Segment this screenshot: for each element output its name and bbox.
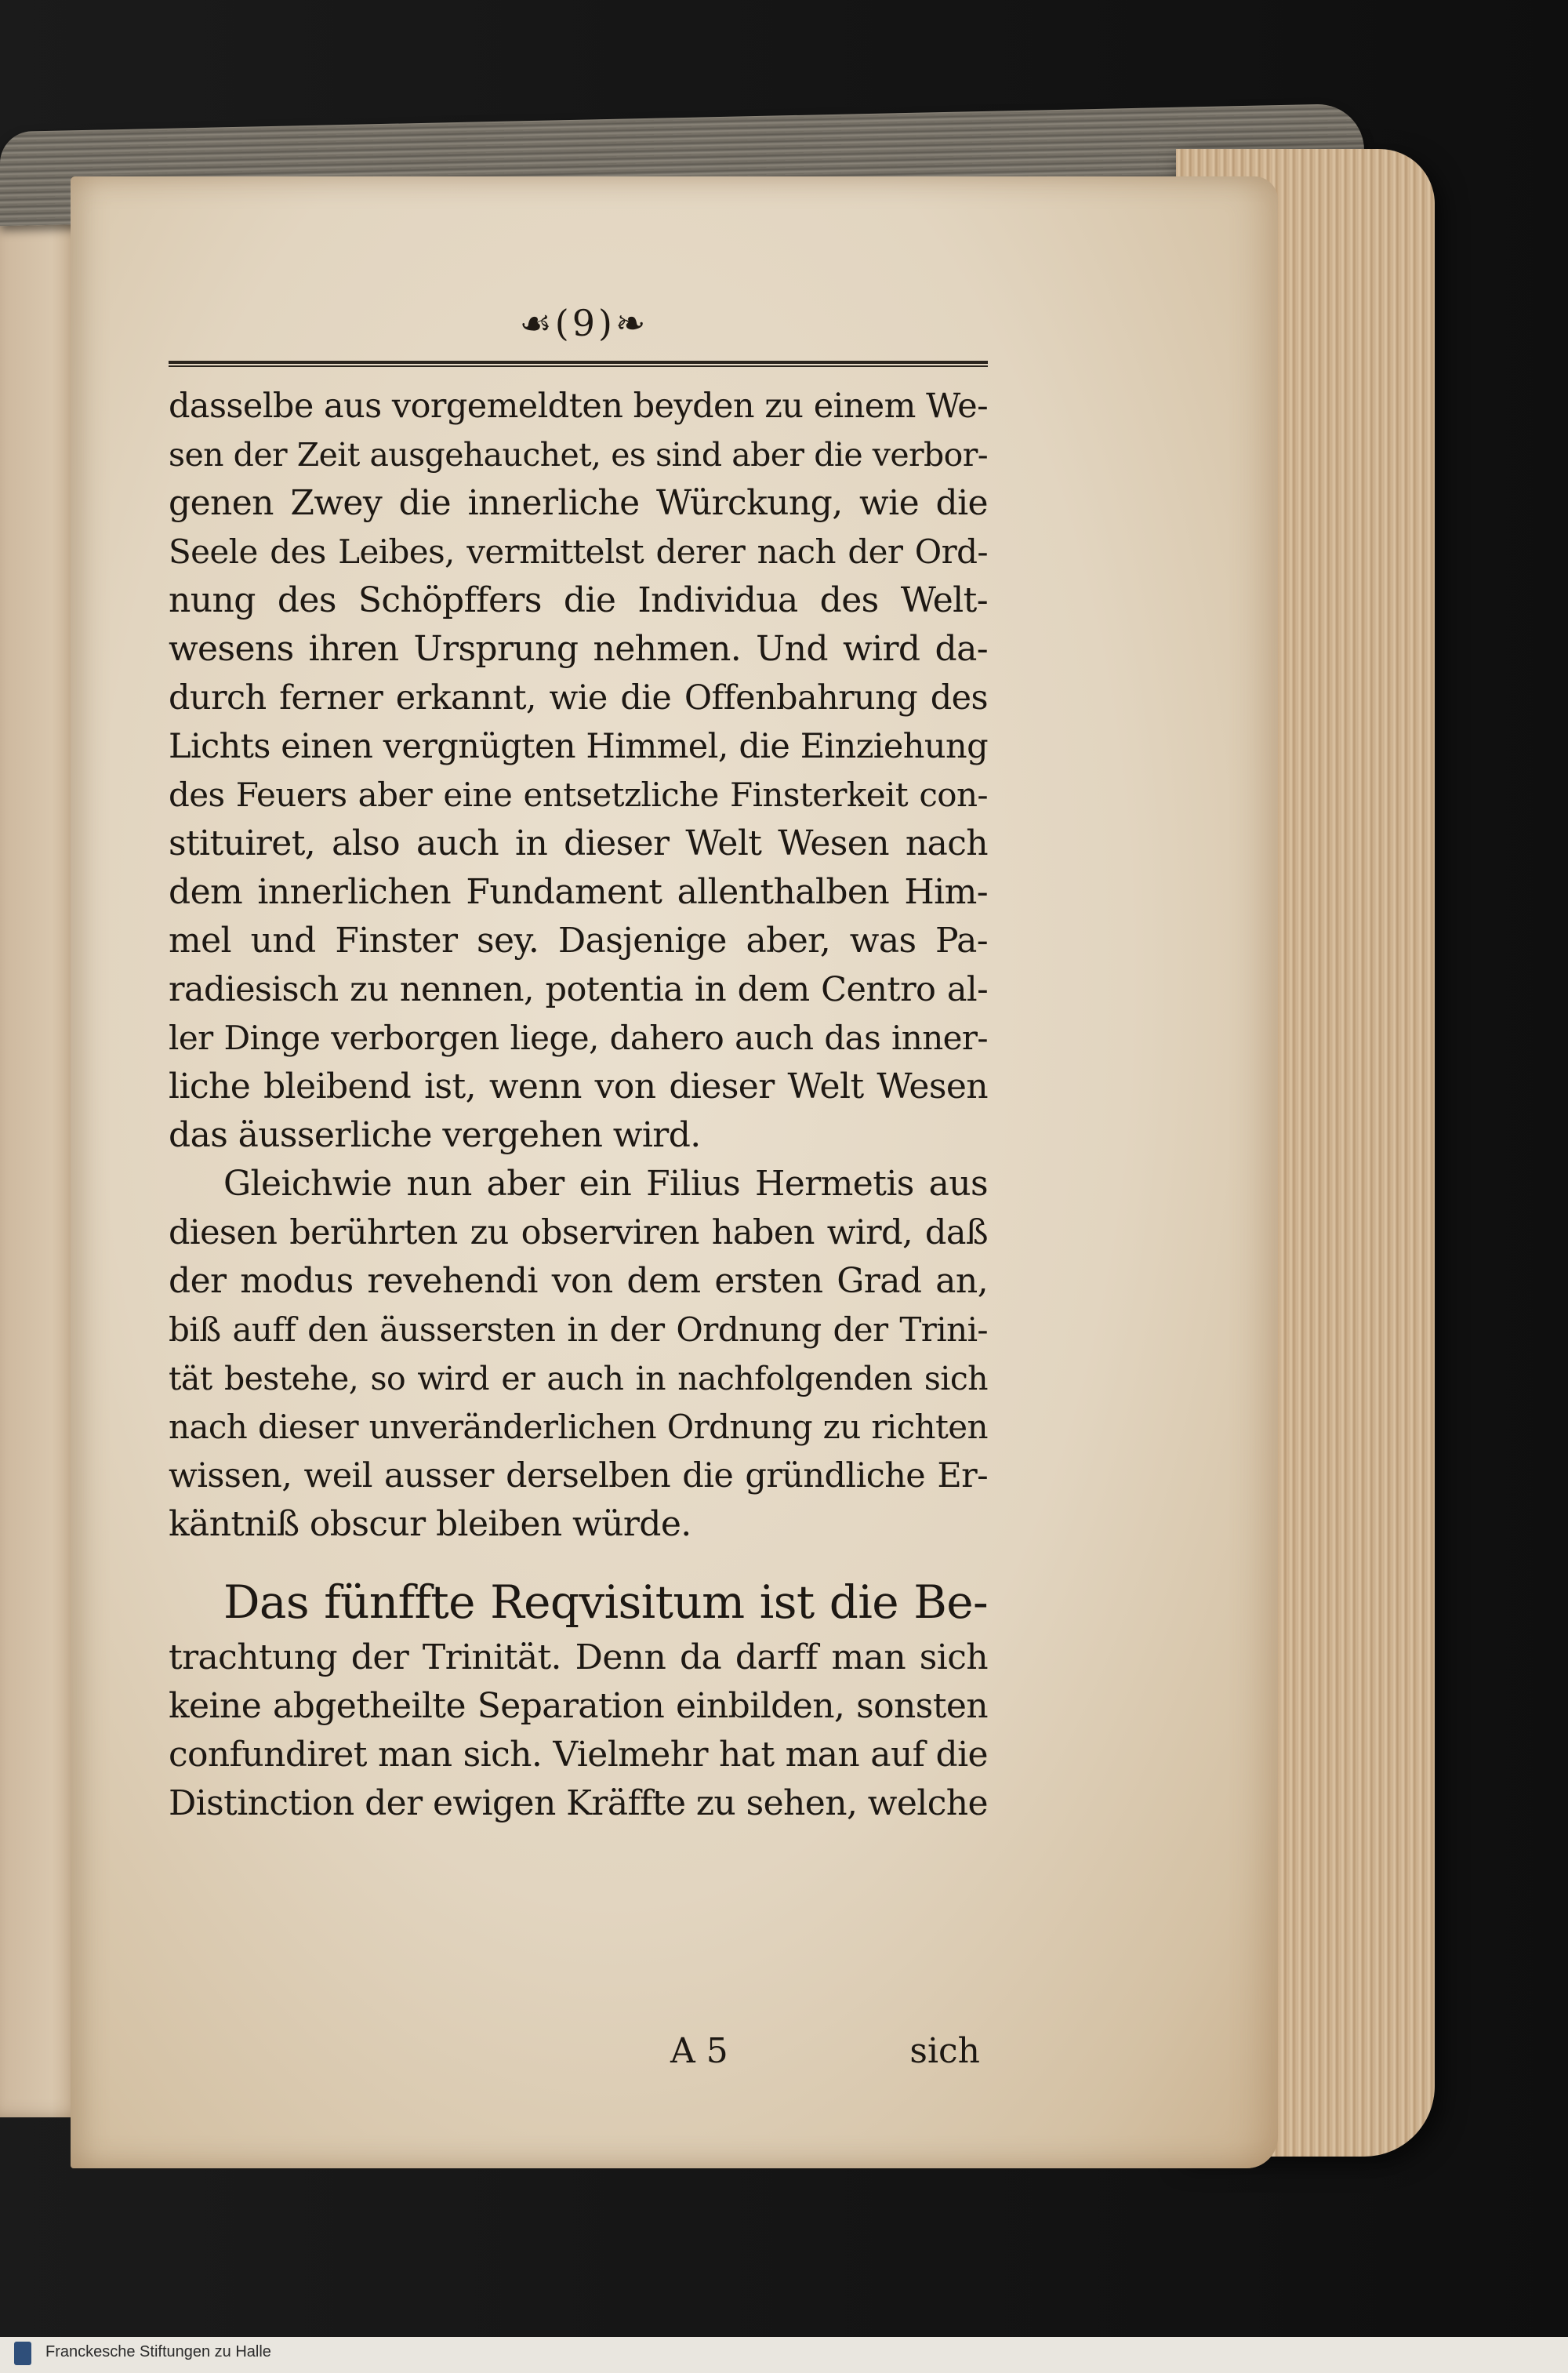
text-line: stituiret, also auch in dieser Welt Wesen nach bbox=[169, 823, 988, 863]
text-line: diesen berührten zu observiren haben wird, daß bbox=[169, 1213, 988, 1252]
page-footer bbox=[169, 2031, 988, 2080]
text-line: nung des Schöpffers die Individua des Welt- bbox=[169, 580, 988, 620]
text-line: mel und Finster sey. Dasjenige aber, was Pa- bbox=[169, 921, 988, 961]
text-line: wissen, weil ausser derselben die gründliche Er- bbox=[169, 1456, 988, 1495]
text-line: radiesisch zu nennen, potentia in dem Centro al- bbox=[169, 970, 988, 1009]
text-line: des Feuers aber eine entsetzliche Finsterkeit con- bbox=[169, 776, 988, 814]
text-line: nach dieser unveränderlichen Ordnung zu richten bbox=[169, 1408, 988, 1446]
credit-text: Franckesche Stiftungen zu Halle bbox=[45, 2343, 271, 2360]
text-line: sen der Zeit ausgehauchet, es sind aber die verbor- bbox=[169, 436, 988, 474]
header-rule bbox=[169, 361, 988, 367]
signature-mark: A 5 bbox=[670, 2031, 728, 2071]
text-line: confundiret man sich. Vielmehr hat man auf die bbox=[169, 1735, 988, 1775]
text-line: trachtung der Trinität. Denn da darff man sich bbox=[169, 1637, 988, 1677]
text-line: ler Dinge verborgen liege, dahero auch das inner- bbox=[169, 1019, 988, 1057]
text-line: tät bestehe, so wird er auch in nachfolgenden sich bbox=[169, 1360, 988, 1397]
text-line: dasselbe aus vorgemeldten beyden zu einem We- bbox=[169, 387, 988, 426]
catchword: sich bbox=[909, 2031, 980, 2071]
text-line: dem innerlichen Fundament allenthalben Him- bbox=[169, 872, 988, 912]
text-line: wesens ihren Ursprung nehmen. Und wird da- bbox=[169, 629, 988, 669]
text-line: biß auff den äussersten in der Ordnung der Trini- bbox=[169, 1310, 988, 1349]
text-line: Distinction der ewigen Kräffte zu sehen, welche bbox=[169, 1783, 988, 1823]
page-body-text bbox=[169, 382, 988, 1828]
text-line: Lichts einen vergnügten Himmel, die Einziehung bbox=[169, 727, 988, 766]
text-line: der modus revehendi von dem ersten Grad an, bbox=[169, 1261, 988, 1301]
text-line: genen Zwey die innerliche Würckung, wie die bbox=[169, 483, 988, 523]
credit-bar bbox=[0, 2337, 1568, 2373]
text-line: liche bleibend ist, wenn von dieser Welt Wesen bbox=[169, 1067, 988, 1107]
text-line: keine abgetheilte Separation einbilden, sonsten bbox=[169, 1686, 988, 1726]
page-number-header: ☙(9)❧ bbox=[519, 302, 649, 344]
book-page bbox=[71, 176, 1278, 2168]
text-line: durch ferner erkannt, wie die Offenbahrung des bbox=[169, 678, 988, 718]
text-line: käntniß obscur bleiben würde. bbox=[169, 1504, 691, 1544]
institution-logo-icon bbox=[14, 2342, 31, 2365]
paragraph-gap bbox=[169, 1549, 988, 1571]
text-line: Gleichwie nun aber ein Filius Hermetis aus bbox=[223, 1164, 988, 1204]
section-heading-line: Das fünffte Reqvisitum ist die Be- bbox=[223, 1575, 988, 1629]
text-line: Seele des Leibes, vermittelst derer nach der Ord- bbox=[169, 532, 988, 571]
text-line: das äusserliche vergehen wird. bbox=[169, 1115, 701, 1155]
